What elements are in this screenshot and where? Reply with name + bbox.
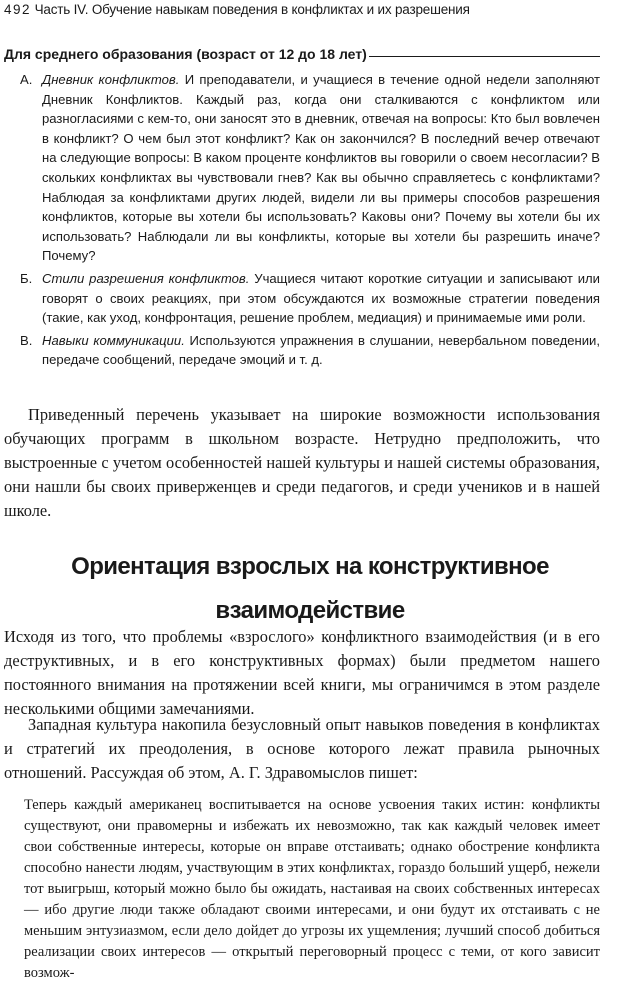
section-title-line-1: Ориентация взрослых на конструктивное	[71, 553, 549, 580]
section-title	[10, 545, 610, 633]
list-item-body: И преподаватели, и учащиеся в течение одной недели заполняют Дневник Конфликтов. Каждый раз, когда они сталкиваются с конфликтом или разногласиями с кем-то, они заносят это в дневник, отвечая на вопросы: Кто был вовлечен в конфликт? О чем был этот конфликт? Как он закончился? В последний вечер отвечают на следующие вопросы: В каком проценте конфликтов вы говорили о своем несогласии? В скольких конфликтах вы чувствовали гнев? Как вы обычно справляетесь с конфликтами? Наблюдая за конфликтами других людей, видели ли вы примеры способов разрешения конфликтов, которые вы хотели бы использовать? Каковы они? Почему вы хотели бы их использовать? Наблюдали ли вы конфликты, которые вы хотели бы разрешить иначе? Почему?	[42, 72, 600, 264]
list-item	[20, 70, 600, 266]
list-item-text	[42, 331, 600, 370]
list-item-text	[42, 269, 600, 328]
running-title: Часть IV. Обучение навыкам поведения в конфликтах и их разрешения	[34, 2, 470, 17]
list-item-lead: Стили разрешения конфликтов.	[42, 270, 250, 286]
running-header	[4, 2, 616, 17]
list-item-lead: Дневник конфликтов.	[42, 72, 180, 87]
page-number: 492	[4, 2, 32, 17]
paragraph-1: Приведенный перечень указывает на широкие возможности использования обучающих программ в школьном возрасте. Нетрудно предположить, что выстроенные с учетом особенностей нашей культуры и нашей системы образования, они нашли бы своих приверженцев и среди педагогов, и среди учеников и в нашей школе.	[4, 405, 600, 520]
list-item-body: Используются упражнения в слушании, невербальном поведении, передаче сообщений, передаче эмоций и т. д.	[42, 332, 600, 368]
paragraph-2: Исходя из того, что проблемы «взрослого» конфликтного взаимодействия (и в его деструктивных, и в его конструктивных формах) были предметом нашего постоянного внимания на протяжении всей книги, мы ограничимся в этом разделе несколькими общими замечаниями.	[4, 627, 600, 718]
list-item-letter: А.	[20, 72, 33, 87]
list-item-letter: В.	[20, 332, 33, 348]
heading-rule	[369, 56, 600, 57]
block-quote: Теперь каждый американец воспитывается на основе усвоения таких истин: конфликты существуют, они правомерны и избежать их невозможно, так как каждый человек имеет свои собственные интересы, которые он вправе отстаивать; однако обострение конфликта способно нанести людям, участвующим в этих конфликтах, гораздо больший ущерб, нежели тот выигрыш, который можно было бы ожидать, настаивая на своих собственных интересах — ибо другие люди также обладают своими интересами, и они будут их отстаивать с не меньшим энтузиазмом, если дело дойдет до угрозы их ущемления; лучший способ добиться реализации своих интересов — открытый переговорный процесс с теми, от кого зависит возмож-	[24, 797, 600, 981]
section-title-line-2: взаимодействие	[215, 597, 405, 624]
list-item-body: Учащиеся читают короткие ситуации и записывают или говорят о своих реакциях, при этом обсуждаются их возможные стратегии поведения (такие, как уход, конфронтация, решение проблем, медиация) и принимаемые ими роли.	[42, 270, 600, 326]
list-item	[20, 269, 600, 328]
list-item-lead: Навыки коммуникации.	[42, 332, 185, 348]
activity-list	[20, 70, 600, 373]
list-item-letter: Б.	[20, 270, 33, 286]
box-heading-text: Для среднего образования (возраст от 12 до 18 лет)	[4, 46, 367, 62]
paragraph-3: Западная культура накопила безусловный опыт навыков поведения в конфликтах и стратегий их преодоления, в основе которого лежат правила рыночных отношений. Рассуждая об этом, А. Г. Здравомыслов пишет:	[4, 715, 600, 782]
box-heading	[4, 46, 600, 62]
list-item	[20, 331, 600, 370]
list-item-text	[42, 70, 600, 266]
